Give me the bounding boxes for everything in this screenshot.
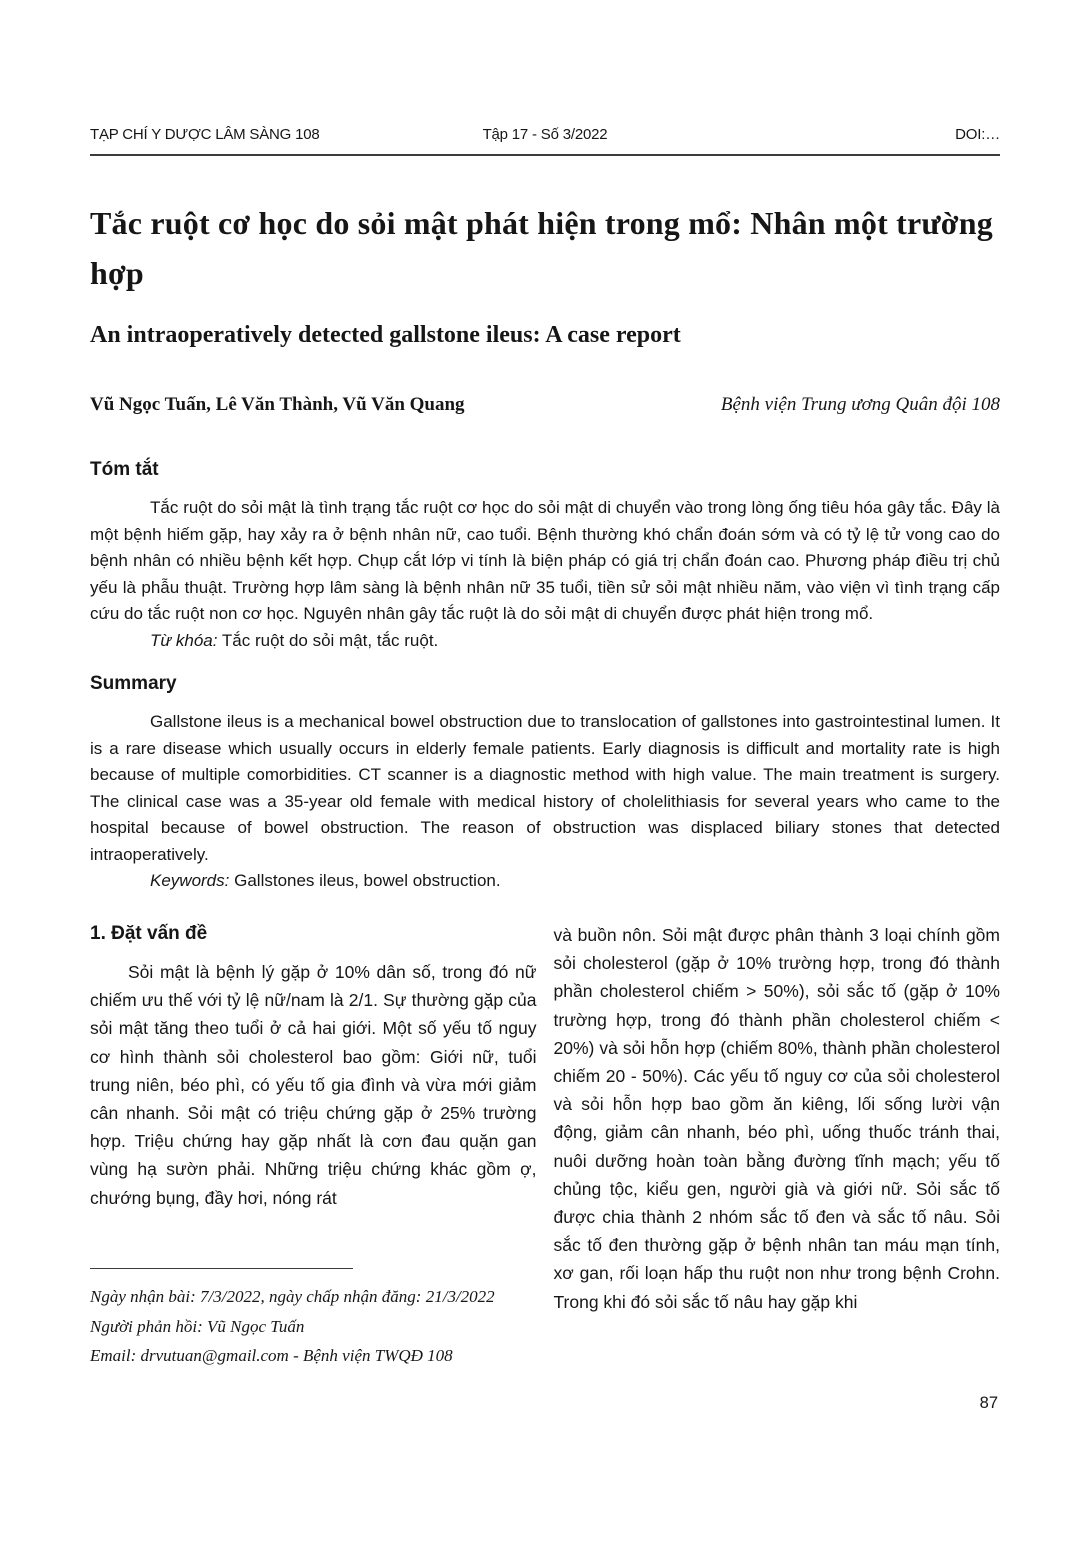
abstract-en-heading: Summary bbox=[90, 673, 177, 695]
body-column-right bbox=[554, 921, 1001, 1316]
journal-name: TẠP CHÍ Y DƯỢC LÂM SÀNG 108 bbox=[90, 126, 320, 143]
abstract-en-body: Gallstone ileus is a mechanical bowel obstruction due to translocation of gallstones into gastrointestinal lumen. It is a rare disease which usually occurs in elderly female patients. Early diagnosis is difficult and mortality rate is high because of multiple comorbidities. CT scanner is a diagnostic method with high value. The main treatment is surgery. The clinical case was a 35-year old female with medical history of cholelithiasis for several years who came to the hospital because of bowel obstruction. The reason of obstruction was displaced biliary stones that detected intraoperatively. bbox=[90, 712, 1000, 864]
footnote-correspondent: Người phản hồi: Vũ Ngọc Tuấn bbox=[90, 1316, 305, 1336]
page-number: 87 bbox=[979, 1394, 998, 1412]
two-column-body bbox=[90, 921, 1000, 1316]
article-title-vi: Tắc ruột cơ học do sỏi mật phát hiện trong mổ: Nhân một trường hợp bbox=[90, 205, 993, 292]
issue-info: Tập 17 - Số 3/2022 bbox=[482, 126, 608, 143]
abstract-en-keywords: Gallstones ileus, bowel obstruction. bbox=[234, 871, 501, 891]
byline bbox=[90, 394, 1000, 416]
abstract-vi-section bbox=[90, 458, 1000, 654]
article-footnote bbox=[90, 1268, 545, 1371]
abstract-vi-keywords-label: Từ khóa: bbox=[150, 630, 218, 650]
intro-paragraph-right: và buồn nôn. Sỏi mật được phân thành 3 loại chính gồm sỏi cholesterol (gặp ở 10% trường hợp, trong đó thành phần cholesterol chiếm > 50%), sỏi sắc tố (gặp ở 10% trường hợp, trong đó thành phần cholesterol chiếm < 20%) và sỏi hỗn hợp (chiếm 80%, thành phần cholesterol chiếm 20 - 50%). Các yếu tố nguy cơ của sỏi cholesterol và sỏi hỗn hợp bao gồm ăn kiêng, lối sống lười vận động, giảm cân nhanh, béo phì, uống thuốc tránh thai, nuôi dưỡng hoàn toàn bằng đường tĩnh mạch; yếu tố chủng tộc, kiểu gen, người già và giới nữ. Sỏi sắc tố được chia thành 2 nhóm sắc tố đen và sắc tố nâu. Sỏi sắc tố đen thường gặp ở bệnh nhân tan máu mạn tính, xơ gan, rối loạn hấp thu ruột non như trong bệnh Crohn. Trong khi đó sỏi sắc tố nâu hay gặp khi bbox=[553, 924, 1000, 1312]
abstract-en-section bbox=[90, 672, 1000, 895]
abstract-en-keywords-line bbox=[90, 868, 1000, 895]
authors-list: Vũ Ngọc Tuấn, Lê Văn Thành, Vũ Văn Quang bbox=[90, 394, 465, 416]
abstract-en-keywords-label: Keywords: bbox=[150, 871, 230, 891]
footnote-received-date: Ngày nhận bài: 7/3/2022, ngày chấp nhận đăng: 21/3/2022 bbox=[90, 1287, 495, 1306]
abstract-vi-heading: Tóm tắt bbox=[90, 459, 159, 481]
section-1-heading: 1. Đặt vấn đề bbox=[90, 922, 208, 944]
abstract-vi-keywords: Tắc ruột do sỏi mật, tắc ruột. bbox=[221, 630, 439, 650]
running-head bbox=[90, 0, 1000, 156]
abstract-vi-keywords-line bbox=[90, 628, 1000, 655]
body-column-left bbox=[90, 921, 537, 1316]
article-title-en: An intraoperatively detected gallstone ileus: A case report bbox=[90, 322, 681, 349]
abstract-vi-body: Tắc ruột do sỏi mật là tình trạng tắc ruột cơ học do sỏi mật di chuyển vào trong lòng ống tiêu hóa gây tắc. Đây là một bệnh hiếm gặp, hay xảy ra ở bệnh nhân nữ, cao tuổi. Bệnh thường khó chẩn đoán sớm và có tỷ lệ tử vong cao do bệnh nhân có nhiều bệnh kết hợp. Chụp cắt lớp vi tính là biện pháp có giá trị chẩn đoán cao. Phương pháp điều trị chủ yếu là phẫu thuật. Trường hợp lâm sàng là bệnh nhân nữ 35 tuổi, tiền sử sỏi mật nhiều năm, vào viện vì tình trạng cấp cứu do tắc ruột non cơ học. Nguyên nhân gây tắc ruột là do sỏi mật di chuyển được phát hiện trong mổ. bbox=[90, 498, 1000, 624]
footnote-divider bbox=[90, 1268, 353, 1269]
affiliation: Bệnh viện Trung ương Quân đội 108 bbox=[720, 394, 1000, 416]
intro-paragraph-left: Sỏi mật là bệnh lý gặp ở 10% dân số, trong đó nữ chiếm ưu thế với tỷ lệ nữ/nam là 2/1. Sự thường gặp của sỏi mật tăng theo tuổi ở cả hai giới. Một số yếu tố nguy cơ hình thành sỏi cholesterol bao gồm: Giới nữ, tuổi trung niên, béo phì, có yếu tố gia đình và vừa mới giảm cân nhanh. Sỏi mật có triệu chứng gặp ở 25% trường hợp. Triệu chứng hay gặp nhất là cơn đau quặn gan vùng hạ sườn phải. Những triệu chứng khác gồm ợ, chướng bụng, đầy hơi, nóng rát bbox=[90, 961, 537, 1208]
footnote-email: Email: drvutuan@gmail.com - Bệnh viện TWQĐ 108 bbox=[90, 1346, 453, 1365]
doi-label: DOI:… bbox=[955, 126, 1000, 143]
